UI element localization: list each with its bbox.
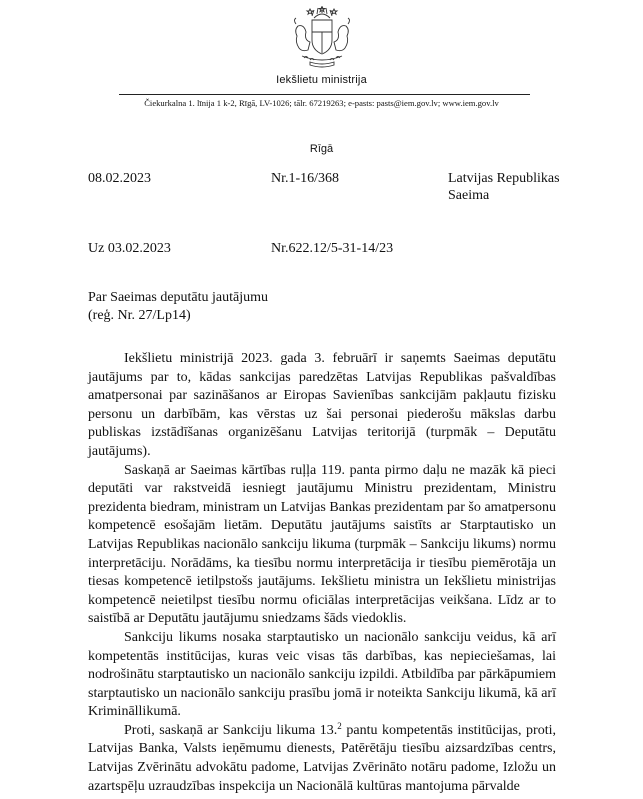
issue-city: Rīgā (309, 143, 334, 155)
subject-line-1: Par Saeimas deputātu jautājumu (88, 290, 269, 305)
paragraph-4-rest: pantu kompetentās institūcijas, proti, Latvijas Banka, Valsts ieņēmumu dienests, Patērētāju tiesību aizsardzības centrs, Latvijas Zvērinātu advokātu padome, Latvijas Zvērināto notāru padome, Izložu un azartspēļu uzraudzības inspekcija un Nacionālā kultūras mantojuma pārvalde (88, 722, 556, 794)
reference-date: Uz 03.02.2023 (88, 241, 171, 256)
reference-number: Nr.622.12/5-31-14/23 (271, 241, 394, 256)
header-divider (119, 94, 530, 95)
recipient-line-2: Saeima (448, 188, 490, 203)
document-number: Nr.1-16/368 (271, 171, 340, 186)
document-date: 08.02.2023 (88, 171, 151, 186)
subject-line-2: (reģ. Nr. 27/Lp14) (88, 308, 191, 323)
letter-body (88, 350, 556, 796)
paragraph-1: Iekšlietu ministrijā 2023. gada 3. februārī ir saņemts Saeimas deputātu jautājums par to, kādas sankcijas paredzētas Latvijas Republikas pašvaldības amatpersonai par sazināšanos ar Eiropas Savienības sankcijām pakļautu fizisku personu un darbībām, kas vērstas uz šai personai piederošu mākslas darbu publiskas izstādīšanas organizēšanu Latvijas teritorijā (turpmāk – Deputātu jautājums). (88, 351, 556, 459)
ministry-contacts: Čiekurkalna 1. līnija 1 k-2, Rīgā, LV-1026; tālr. 67219263; e-pasts: pasts@iem.gov.lv; www.iem.gov.lv (144, 98, 499, 108)
subject (88, 289, 268, 325)
paragraph-4-superscript: 2 (337, 720, 342, 731)
paragraph-4-start: Proti, saskaņā ar Sankciju likuma 13. (124, 722, 338, 738)
recipient-line-1: Latvijas Republikas (448, 171, 560, 186)
ministry-name: Iekšlietu ministrija (276, 74, 367, 86)
paragraph-2: Saskaņā ar Saeimas kārtības ruļļa 119. panta pirmo daļu ne mazāk kā pieci deputāti var rakstveidā iesniegt jautājumu Ministru prezidentam, Ministru prezidenta biedram, ministram un Latvijas Bankas prezidentam par šo amatpersonu kompetencē esošajām lietām. Deputātu jautājums saistīts ar Starptautisko un Latvijas Republikas nacionālo sankciju likuma (turpmāk – Sankciju likums) normu interpretāciju. Norādāms, ka tiesību normu interpretācija ir tiesību piemērotāja un tiesas kompetencē ietilpstošs jautājums. Iekšlietu ministra un Iekšlietu ministrijas kompetencē neietilpst tiesību normu oficiālas interpretācijas veikšana. Līdz ar to saistībā ar Deputātu jautājumu sniedzams šāds viedoklis. (88, 462, 556, 627)
recipient (448, 170, 560, 204)
coat-of-arms-icon (290, 6, 354, 68)
paragraph-3: Sankciju likums nosaka starptautisko un nacionālo sankciju veidus, kā arī kompetentās institūcijas, kuras veic visas tās darbības, kas nepieciešamas, lai nodrošinātu starptautisko un nacionālo sankciju izpildi. Atbildība par pārkāpumiem starptautisko un nacionālo sankciju prasību jomā ir noteikta Sankciju likumā, kā arī Krimināllikumā. (88, 629, 556, 720)
paragraph-4 (88, 722, 556, 796)
